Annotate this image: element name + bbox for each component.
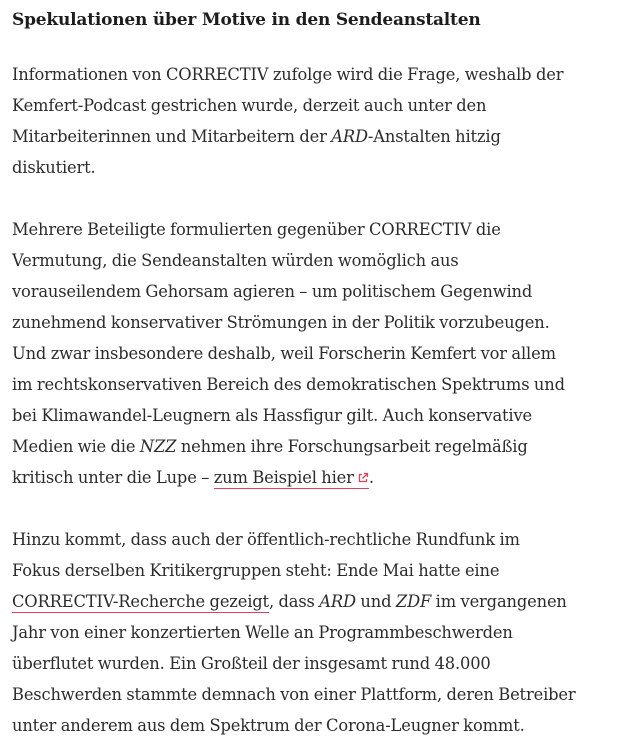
paragraph-line: bei Klimawandel-Leugnern als Hassfigur gilt. Auch konservative bbox=[12, 406, 533, 425]
text-fragment: -Anstalten hitzig bbox=[367, 127, 501, 146]
external-link-icon bbox=[357, 472, 369, 484]
paragraph-2 bbox=[12, 214, 632, 493]
paragraph-line bbox=[12, 431, 632, 462]
emphasis-zdf: ZDF bbox=[395, 592, 432, 611]
paragraph-3 bbox=[12, 524, 632, 741]
article-body bbox=[12, 0, 632, 741]
emphasis-nzz: NZZ bbox=[139, 437, 177, 456]
paragraph-line: Beschwerden stammte demnach von einer Plattform, deren Betreiber bbox=[12, 685, 576, 704]
paragraph-line: vorauseilendem Gehorsam agieren – um politischem Gegenwind bbox=[12, 282, 533, 301]
emphasis-ard: ARD bbox=[319, 592, 356, 611]
paragraph-line: Fokus derselben Kritikergruppen steht: Ende Mai hatte eine bbox=[12, 561, 500, 580]
paragraph-line: unter anderem aus dem Spektrum der Corona-Leugner kommt. bbox=[12, 716, 525, 735]
text-fragment: , dass bbox=[268, 592, 320, 611]
text-fragment: im vergangenen bbox=[431, 592, 567, 611]
emphasis-ard: ARD bbox=[331, 127, 368, 146]
paragraph-line: zunehmend konservativer Strömungen in der Politik vorzubeugen. bbox=[12, 313, 550, 332]
paragraph-line: im rechtskonservativen Bereich des demokratischen Spektrums und bbox=[12, 375, 565, 394]
paragraph-line: Mehrere Beteiligte formulierten gegenüber CORRECTIV die bbox=[12, 220, 501, 239]
correctiv-recherche-link[interactable]: CORRECTIV-Recherche gezeigt bbox=[12, 592, 269, 611]
paragraph-line: Vermutung, die Sendeanstalten würden womöglich aus bbox=[12, 251, 459, 270]
text-fragment: . bbox=[368, 468, 374, 487]
paragraph-line bbox=[12, 586, 632, 617]
text-fragment: Medien wie die bbox=[12, 437, 140, 456]
paragraph-line: überflutet wurden. Ein Großteil der insgesamt rund 48.000 bbox=[12, 654, 491, 673]
paragraph-line: Hinzu kommt, dass auch der öffentlich-rechtliche Rundfunk im bbox=[12, 530, 520, 549]
paragraph-line: Und zwar insbesondere deshalb, weil Forscherin Kemfert vor allem bbox=[12, 344, 556, 363]
text-fragment: Mitarbeiterinnen und Mitarbeitern der bbox=[12, 127, 332, 146]
paragraph-line: Jahr von einer konzertierten Welle an Programmbeschwerden bbox=[12, 623, 513, 642]
text-fragment: kritisch unter die Lupe – bbox=[12, 468, 214, 487]
example-link[interactable] bbox=[214, 468, 369, 489]
text-fragment: und bbox=[355, 592, 396, 611]
paragraph-line: Kemfert-Podcast gestrichen wurde, derzeit auch unter den bbox=[12, 96, 487, 115]
example-link-label: zum Beispiel hier bbox=[213, 468, 354, 487]
section-heading: Spekulationen über Motive in den Sendeanstalten bbox=[12, 10, 481, 30]
text-fragment: nehmen ihre Forschungsarbeit regelmäßig bbox=[176, 437, 528, 456]
paragraph-1 bbox=[12, 59, 632, 183]
paragraph-line: Informationen von CORRECTIV zufolge wird die Frage, weshalb der bbox=[12, 65, 564, 84]
paragraph-line bbox=[12, 462, 632, 493]
paragraph-line: diskutiert. bbox=[12, 158, 96, 177]
paragraph-line bbox=[12, 121, 632, 152]
